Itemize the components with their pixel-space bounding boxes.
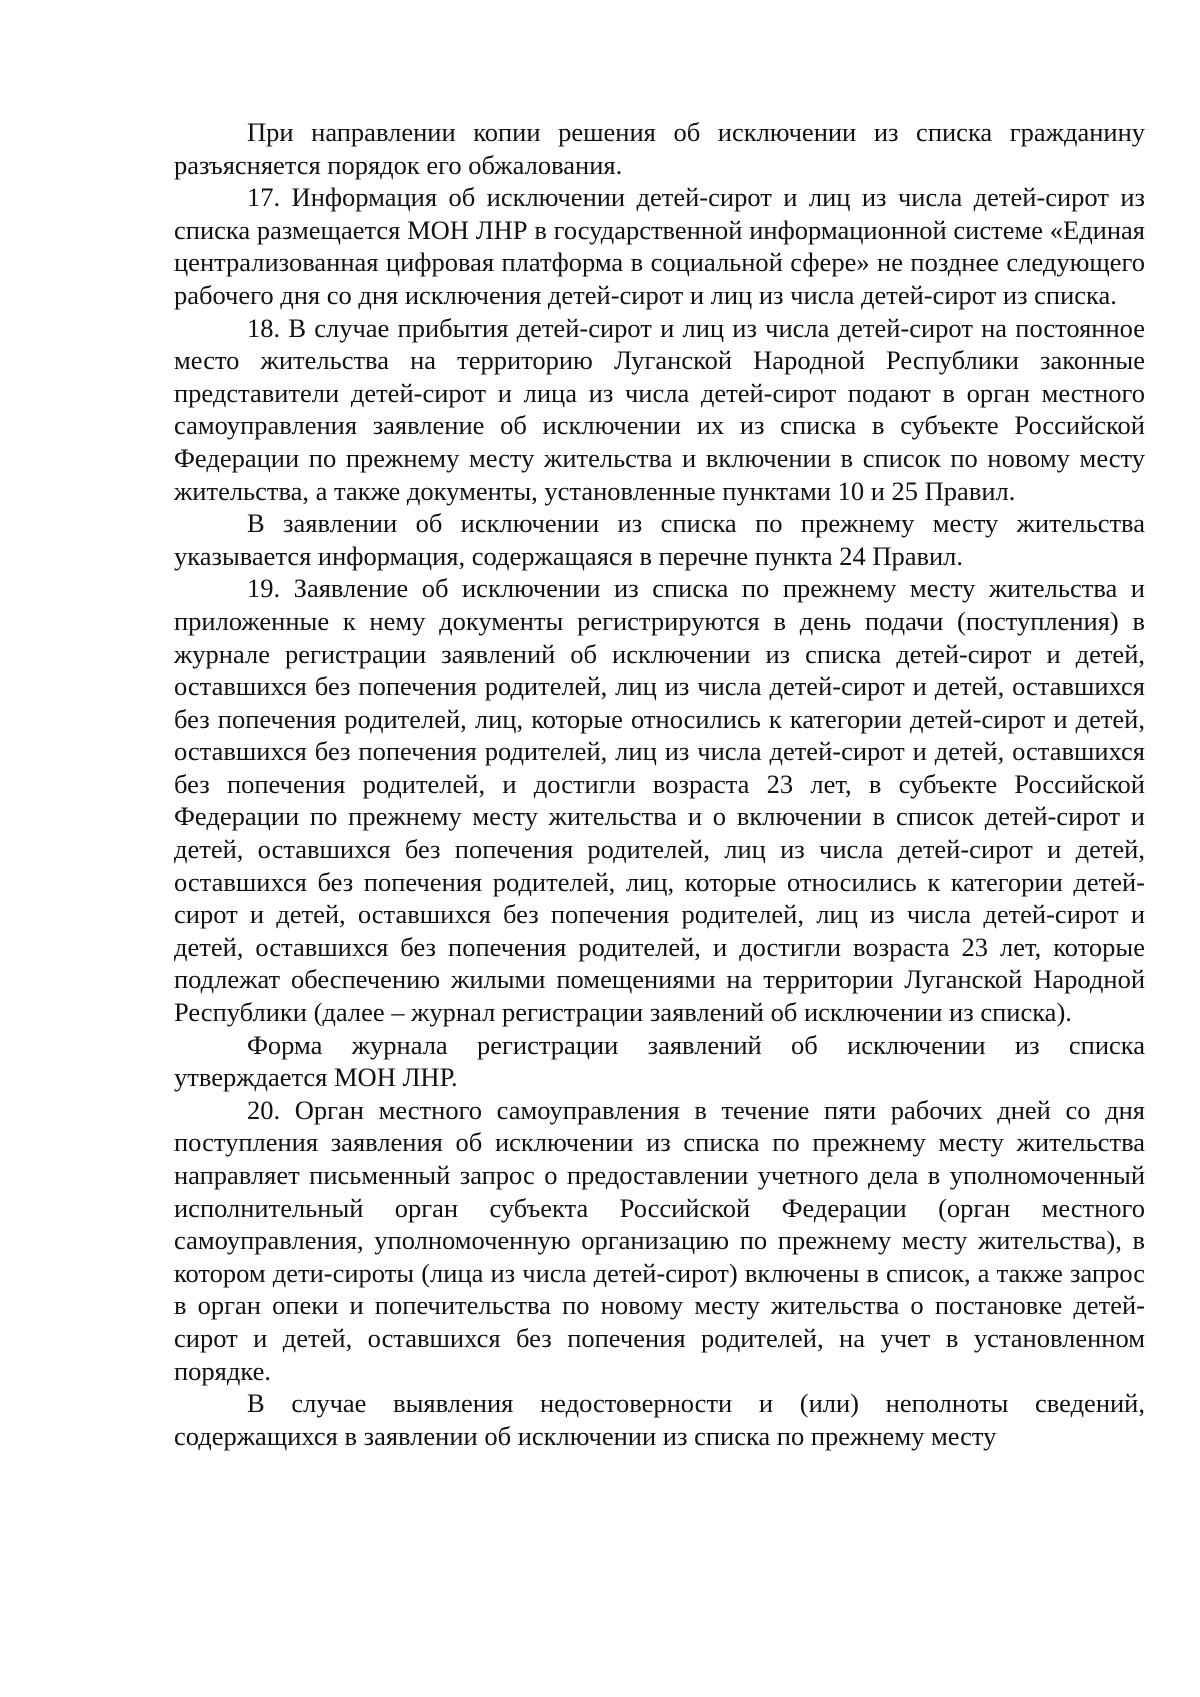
paragraph-item-20: 20. Орган местного самоуправления в течение пяти рабочих дней со дня поступления заявления об исключении из списка по прежнему месту жительства направляет письменный запрос о предоставлении учетного дела в уполномоченный исполнительный орган субъекта Российской Федерации (орган местного самоуправления, уполномоченную организацию по прежнему месту жительства), в котором дети-сироты (лица из числа детей-сирот) включены в список, а также запрос в орган опеки и попечительства по новому месту жительства о постановке детей-сирот и детей, оставшихся без попечения родителей, на учет в установленном порядке.: [174, 1094, 1145, 1386]
paragraph-inaccuracy-case: В случае выявления недостоверности и (или) неполноты сведений, содержащихся в заявлении об исключении из списка по прежнему месту: [174, 1388, 1145, 1451]
paragraph-item-18: 18. В случае прибытия детей-сирот и лиц из числа детей-сирот на постоянное место жительства на территорию Луганской Народной Республики законные представители детей-сирот и лица из числа детей-сирот подают в орган местного самоуправления заявление об исключении их из списка в субъекте Российской Федерации по прежнему месту жительства и включении в список по новому месту жительства, а также документы, установленные пунктами 10 и 25 Правил.: [174, 312, 1145, 506]
paragraph-journal-form: Форма журнала регистрации заявлений об исключении из списка утверждается МОН ЛНР.: [174, 1029, 1145, 1093]
document-text: [174, 116, 1145, 1452]
paragraph-item-19: 19. Заявление об исключении из списка по прежнему месту жительства и приложенные к нему документы регистрируются в день подачи (поступления) в журнале регистрации заявлений об исключении из списка детей-сирот и детей, оставшихся без попечения родителей, лиц из числа детей-сирот и детей, оставшихся без попечения родителей, лиц, которые относились к категории детей-сирот и детей, оставшихся без попечения родителей, лиц из числа детей-сирот и детей, оставшихся без попечения родителей, и достигли возраста 23 лет, в субъекте Российской Федерации по прежнему месту жительства и о включении в список детей-сирот и детей, оставшихся без попечения родителей, лиц из числа детей-сирот и детей, оставшихся без попечения родителей, лиц, которые относились к категории детей-сирот и детей, оставшихся без попечения родителей, лиц из числа детей-сирот и детей, оставшихся без попечения родителей, и достигли возраста 23 лет, которые подлежат обеспечению жилыми помещениями на территории Луганской Народной Республики (далее – журнал регистрации заявлений об исключении из списка).: [174, 573, 1145, 1028]
paragraph-item-17: 17. Информация об исключении детей-сирот и лиц из числа детей-сирот из списка размещается МОН ЛНР в государственной информационной системе «Единая централизованная цифровая платформа в социальной сфере» не позднее следующего рабочего дня со дня исключения детей-сирот и лиц из числа детей-сирот из списка.: [174, 182, 1145, 310]
paragraph-application-info: В заявлении об исключении из списка по прежнему месту жительства указывается информация, содержащаяся в перечне пункта 24 Правил.: [174, 508, 1145, 571]
paragraph-appeal-procedure: При направлении копии решения об исключении из списка гражданину разъясняется порядок его обжалования.: [174, 117, 1145, 180]
